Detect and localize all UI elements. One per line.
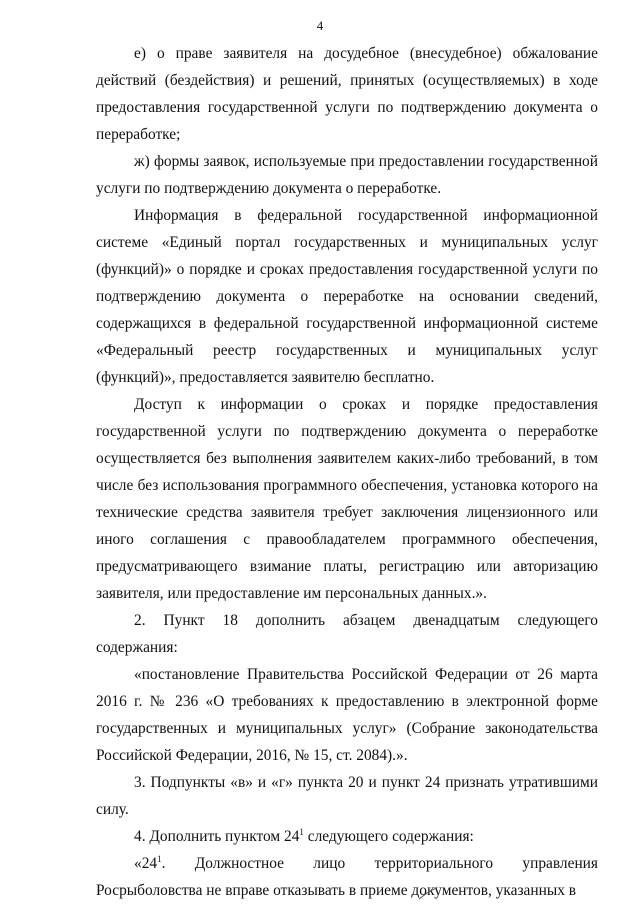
item-24-1-superscript: 1 <box>157 854 162 864</box>
paragraph-access-to-information: Доступ к информации о сроках и порядке предоставления государственной услуги по подтверждению документа о переработке осуществляется без выполнения заявителем каких-либо требований, в том числе без использования программного обеспечения, установка которого на технические средства заявителя требует заключения лицензионного или иного соглашения с правообладателем программного обеспечения, предусматривающего взимание платы, регистрацию или авторизацию заявителя, или предоставление им персональных данных.». <box>96 396 598 602</box>
item-4-superscript: 1 <box>299 827 304 837</box>
paragraph-item-3: 3. Подпункты «в» и «г» пункта 20 и пункт 24 признать утратившими силу. <box>96 774 598 818</box>
item-4-text-start: 4. Дополнить пунктом 24 <box>134 828 300 845</box>
paragraph-portal-information: Информация в федеральной государственной информационной системе «Единый портал государственных и муниципальных услуг (функций)» о порядке и сроках предоставления государственной услуги по подтверждению документа о переработке на основании сведений, содержащихся в федеральной государственной информационной системе «Федеральный реестр государственных и муниципальных услуг (функций)», предоставляется заявителю бесплатно. <box>96 207 598 386</box>
paragraph-item-2: 2. Пункт 18 дополнить абзацем двенадцатым следующего содержания: <box>96 612 598 656</box>
paragraph-item-4 <box>96 823 598 850</box>
scan-mark <box>418 886 438 900</box>
paragraph-application-forms: ж) формы заявок, используемые при предоставлении государственной услуги по подтверждению документа о переработке. <box>96 153 598 197</box>
item-4-text-end: следующего содержания: <box>303 828 474 845</box>
paragraph-government-decree: «постановление Правительства Российской Федерации от 26 марта 2016 г. № 236 «О требованиях к предоставлению в электронной форме государственных и муниципальных услуг» (Собрание законодательства Российской Федерации, 2016, № 15, ст. 2084).». <box>96 666 598 764</box>
page-number: 4 <box>316 18 324 33</box>
paragraph-item-24-1 <box>96 850 598 904</box>
paragraph-appeal-rights: е) о праве заявителя на досудебное (внесудебное) обжалование действий (бездействия) и решений, принятых (осуществляемых) в ходе предоставления государственной услуги по подтверждению документа о переработке; <box>96 45 598 143</box>
item-24-1-text-start: «24 <box>134 855 158 872</box>
item-24-1-text-end: . Должностное лицо территориального управления Росрыболовства не вправе отказывать в приеме документов, указанных в <box>96 855 598 899</box>
document-body <box>96 40 598 904</box>
